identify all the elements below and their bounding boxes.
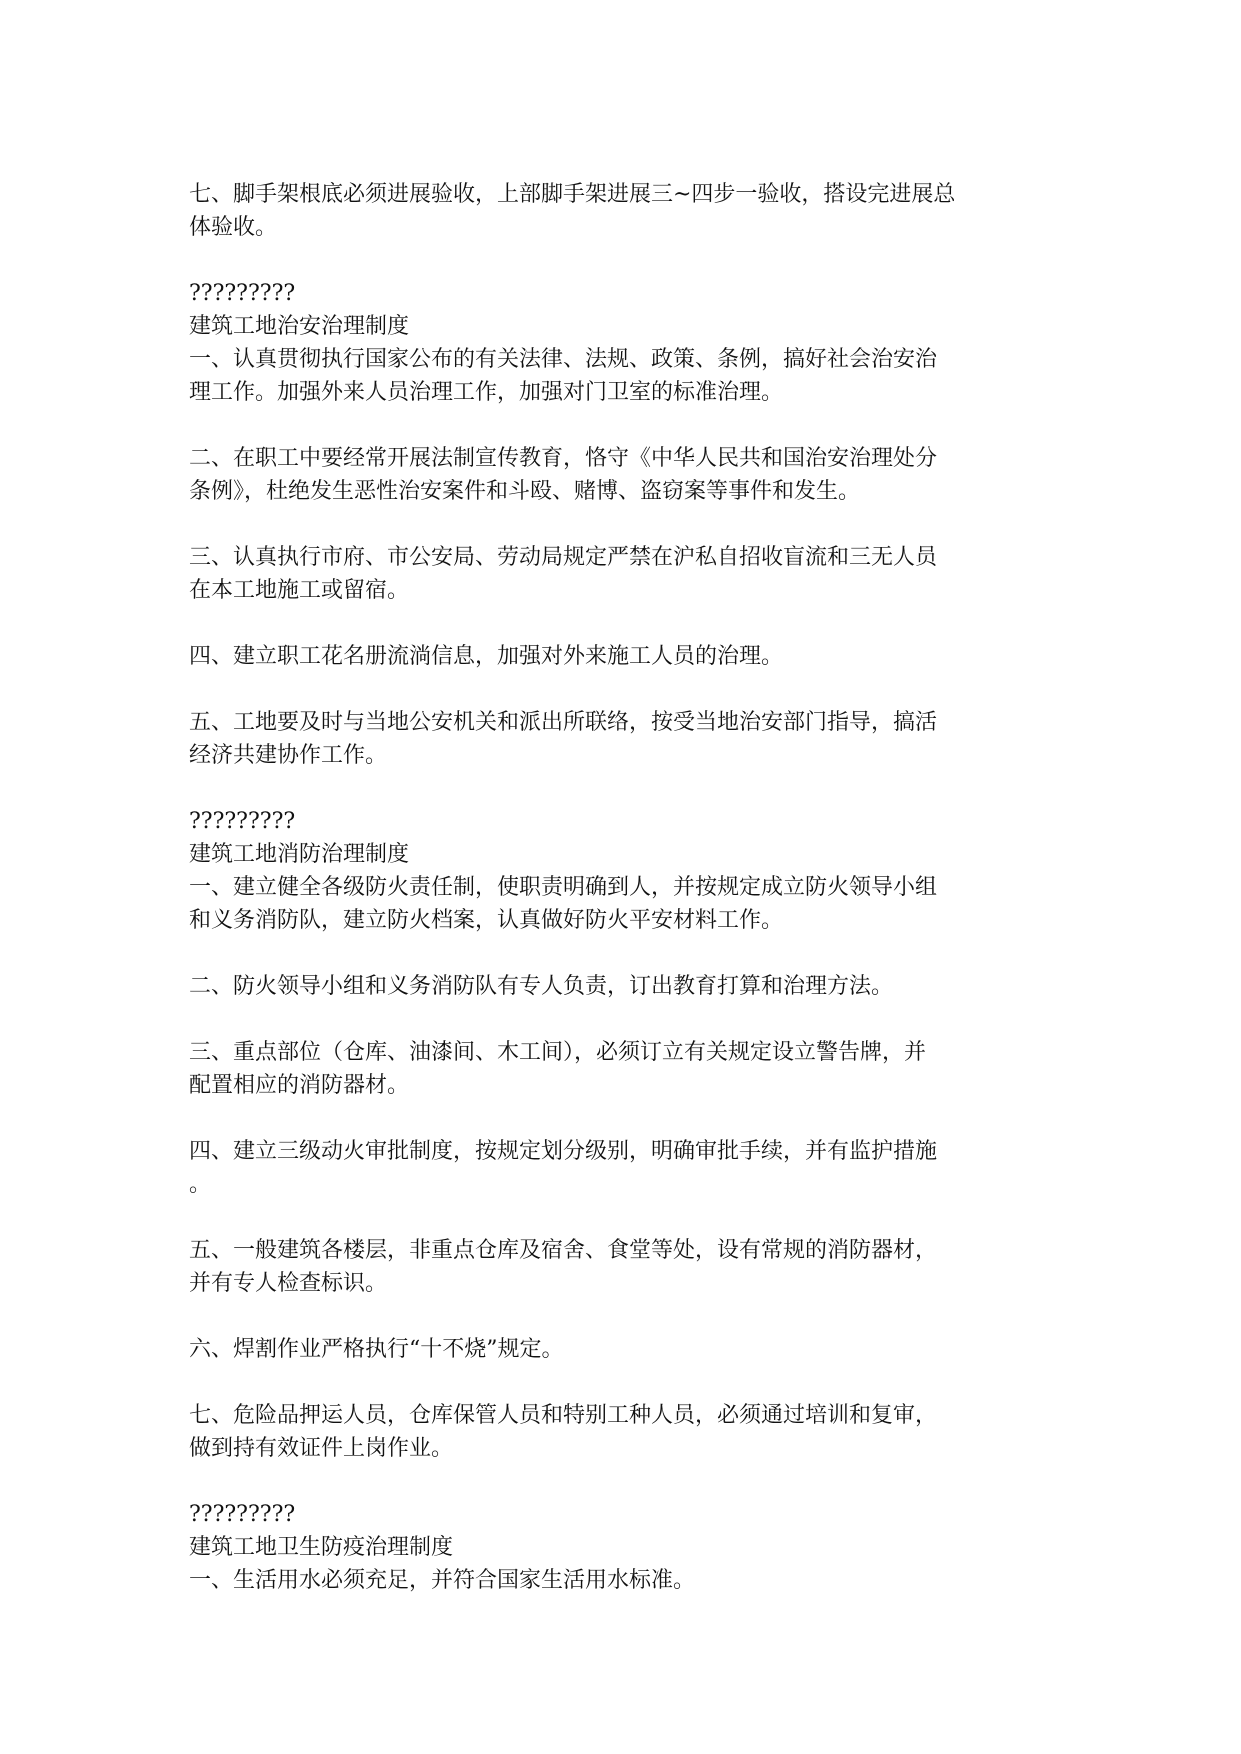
paragraph-line: 一、生活用水必须充足，并符合国家生活用水标准。	[189, 1568, 696, 1593]
paragraph-spacer	[189, 409, 1069, 442]
paragraph-line: 五、一般建筑各楼层，非重点仓库及宿舍、食堂等处，设有常规的消防器材，	[189, 1238, 938, 1263]
section-marker: ?????????	[189, 281, 296, 306]
section-marker: ?????????	[189, 809, 296, 834]
section-marker: ?????????	[189, 1502, 296, 1527]
document-body	[189, 178, 1069, 1597]
paragraph-line: 并有专人检查标识。	[189, 1271, 388, 1296]
paragraph	[189, 706, 1069, 772]
paragraph-line: 做到持有效证件上岗作业。	[189, 1436, 454, 1461]
paragraph-spacer	[189, 772, 1069, 805]
paragraph-line: 一、建立健全各级防火责任制，使职责明确到人，并按规定成立防火领导小组	[189, 875, 938, 900]
paragraph-spacer	[189, 1003, 1069, 1036]
paragraph	[189, 1564, 1069, 1597]
paragraph-spacer	[189, 1300, 1069, 1333]
paragraph	[189, 343, 1069, 409]
paragraph-spacer	[189, 508, 1069, 541]
paragraph-spacer	[189, 1102, 1069, 1135]
paragraph-line: 条例》，杜绝发生恶性治安案件和斗殴、赌博、盗窃案等事件和发生。	[189, 479, 861, 504]
paragraph-line: 一、认真贯彻执行国家公布的有关法律、法规、政策、条例，搞好社会治安治	[189, 347, 938, 372]
paragraph-line: 六、焊割作业严格执行“十不烧”规定。	[189, 1337, 564, 1362]
paragraph-line: 经济共建协作工作。	[189, 743, 388, 768]
paragraph-line: 五、工地要及时与当地公安机关和派出所联络，按受当地治安部门指导，搞活	[189, 710, 938, 735]
paragraph-spacer	[189, 1465, 1069, 1498]
paragraph-line: 理工作。加强外来人员治理工作，加强对门卫室的标准治理。	[189, 380, 784, 405]
paragraph	[189, 178, 1069, 244]
paragraph-line: 二、防火领导小组和义务消防队有专人负责，订出教育打算和治理方法。	[189, 974, 894, 999]
paragraph-line: 四、建立三级动火审批制度，按规定划分级别，明确审批手续，并有监护措施	[189, 1139, 938, 1164]
paragraph-spacer	[189, 673, 1069, 706]
paragraph-spacer	[189, 937, 1069, 970]
paragraph	[189, 1036, 1069, 1102]
paragraph-spacer	[189, 1366, 1069, 1399]
paragraph-line: 七、脚手架根底必须进展验收，上部脚手架进展三~四步一验收，搭设完进展总	[189, 182, 956, 207]
paragraph	[189, 1399, 1069, 1465]
paragraph	[189, 1234, 1069, 1300]
paragraph-line: 七、危险品押运人员，仓库保管人员和特别工种人员，必须通过培训和复审，	[189, 1403, 938, 1428]
paragraph	[189, 871, 1069, 937]
paragraph	[189, 1333, 1069, 1366]
paragraph-spacer	[189, 1201, 1069, 1234]
paragraph-line: 二、在职工中要经常开展法制宣传教育，恪守《中华人民共和国治安治理处分	[189, 446, 938, 471]
paragraph-spacer	[189, 244, 1069, 277]
section-heading: 建筑工地卫生防疫治理制度	[189, 1535, 454, 1560]
paragraph-line: 在本工地施工或留宿。	[189, 578, 410, 603]
paragraph-line: 体验收。	[189, 215, 278, 240]
paragraph-line: 三、认真执行市府、市公安局、劳动局规定严禁在沪私自招收盲流和三无人员	[189, 545, 938, 570]
paragraph-line: 。	[189, 1172, 212, 1197]
section-heading: 建筑工地消防治理制度	[189, 842, 410, 867]
paragraph-line: 配置相应的消防器材。	[189, 1073, 410, 1098]
paragraph	[189, 541, 1069, 607]
paragraph	[189, 442, 1069, 508]
paragraph-line: 和义务消防队，建立防火档案，认真做好防火平安材料工作。	[189, 908, 784, 933]
paragraph	[189, 970, 1069, 1003]
paragraph-line: 三、重点部位（仓库、油漆间、木工间），必须订立有关规定设立警告牌，并	[189, 1040, 927, 1065]
paragraph-spacer	[189, 607, 1069, 640]
section-heading: 建筑工地治安治理制度	[189, 314, 410, 339]
paragraph-line: 四、建立职工花名册流淌信息，加强对外来施工人员的治理。	[189, 644, 784, 669]
paragraph	[189, 640, 1069, 673]
paragraph	[189, 1135, 1069, 1201]
